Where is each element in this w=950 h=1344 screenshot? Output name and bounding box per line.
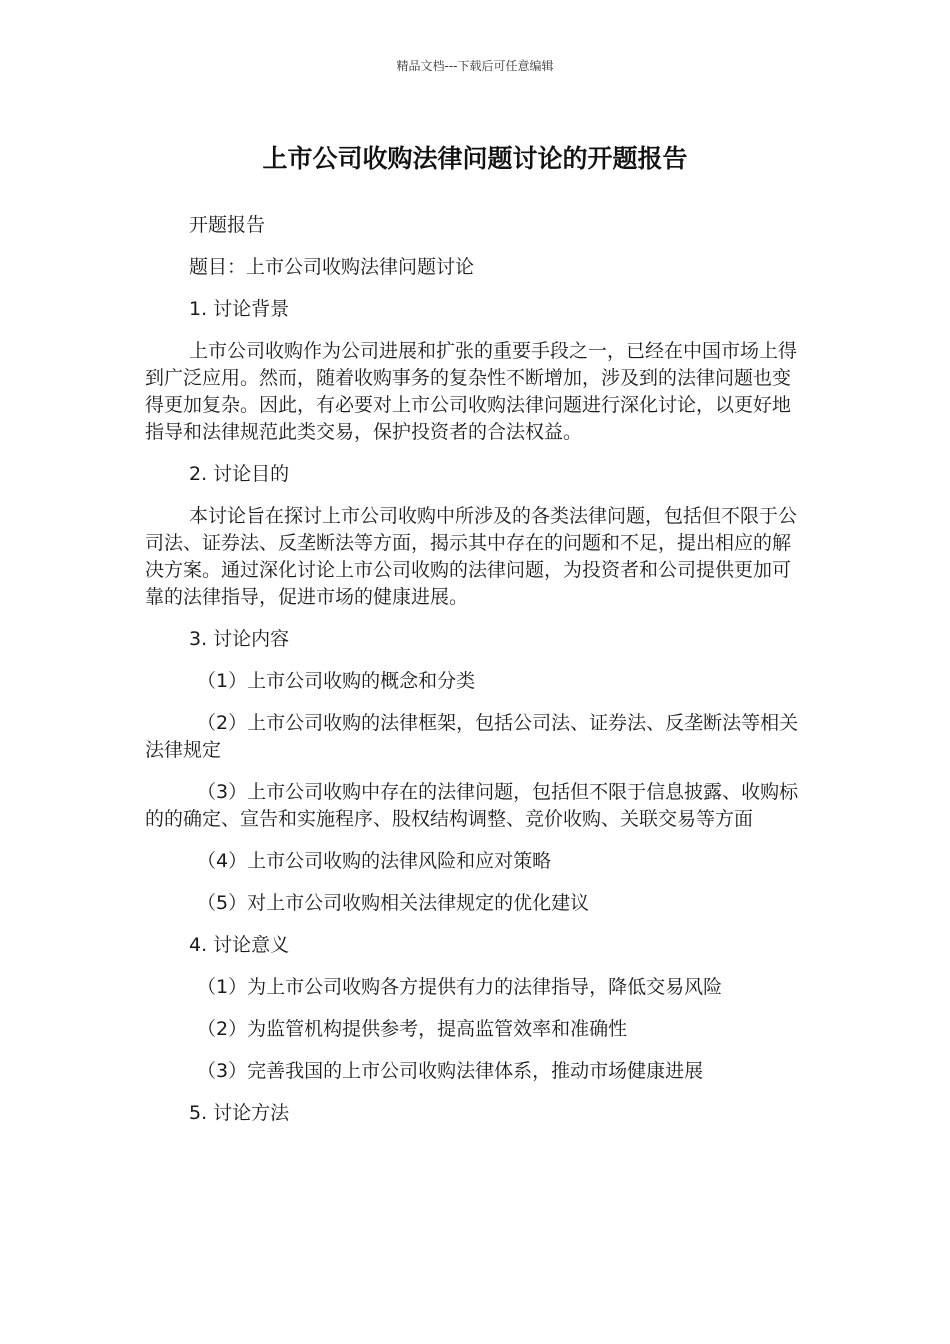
section-heading-significance: 4. 讨论意义 (189, 934, 290, 956)
content-item-2: （2）上市公司收购的法律框架，包括公司法、证券法、反垄断法等相关法律规定 (145, 712, 799, 761)
document-body (145, 212, 805, 1142)
content-item-1: （1）上市公司收购的概念和分类 (197, 670, 476, 692)
section-heading-background: 1. 讨论背景 (189, 298, 290, 320)
content-item-4: （4）上市公司收购的法律风险和应对策略 (197, 850, 552, 872)
significance-item-2: （2）为监管机构提供参考，提高监管效率和准确性 (197, 1018, 628, 1040)
content-item-3: （3）上市公司收购中存在的法律问题，包括但不限于信息披露、收购标的的确定、宣告和实施程序、股权结构调整、竞价收购、关联交易等方面 (145, 781, 799, 830)
section-heading-method: 5. 讨论方法 (189, 1102, 290, 1124)
paragraph-topic: 题目：上市公司收购法律问题讨论 (189, 256, 475, 278)
section-heading-purpose: 2. 讨论目的 (189, 463, 290, 485)
paragraph-report-label: 开题报告 (189, 214, 266, 236)
document-title: 上市公司收购法律问题讨论的开题报告 (262, 144, 688, 173)
content-item-5: （5）对上市公司收购相关法律规定的优化建议 (197, 892, 590, 914)
significance-item-1: （1）为上市公司收购各方提供有力的法律指导，降低交易风险 (197, 976, 723, 998)
paragraph-background: 上市公司收购作为公司进展和扩张的重要手段之一，已经在中国市场上得到广泛应用。然而，随着收购事务的复杂性不断增加，涉及到的法律问题也变得更加复杂。因此，有必要对上市公司收购法律问题进行深化讨论，以更好地指导和法律规范此类交易，保护投资者的合法权益。 (145, 340, 798, 443)
section-heading-content: 3. 讨论内容 (189, 628, 290, 650)
header-note: 精品文档---下载后可任意编辑 (396, 59, 554, 73)
paragraph-purpose: 本讨论旨在探讨上市公司收购中所涉及的各类法律问题，包括但不限于公司法、证券法、反垄断法等方面，揭示其中存在的问题和不足，提出相应的解决方案。通过深化讨论上市公司收购的法律问题，为投资者和公司提供更加可靠的法律指导，促进市场的健康进展。 (145, 505, 798, 608)
significance-item-3: （3）完善我国的上市公司收购法律体系，推动市场健康进展 (197, 1060, 704, 1082)
